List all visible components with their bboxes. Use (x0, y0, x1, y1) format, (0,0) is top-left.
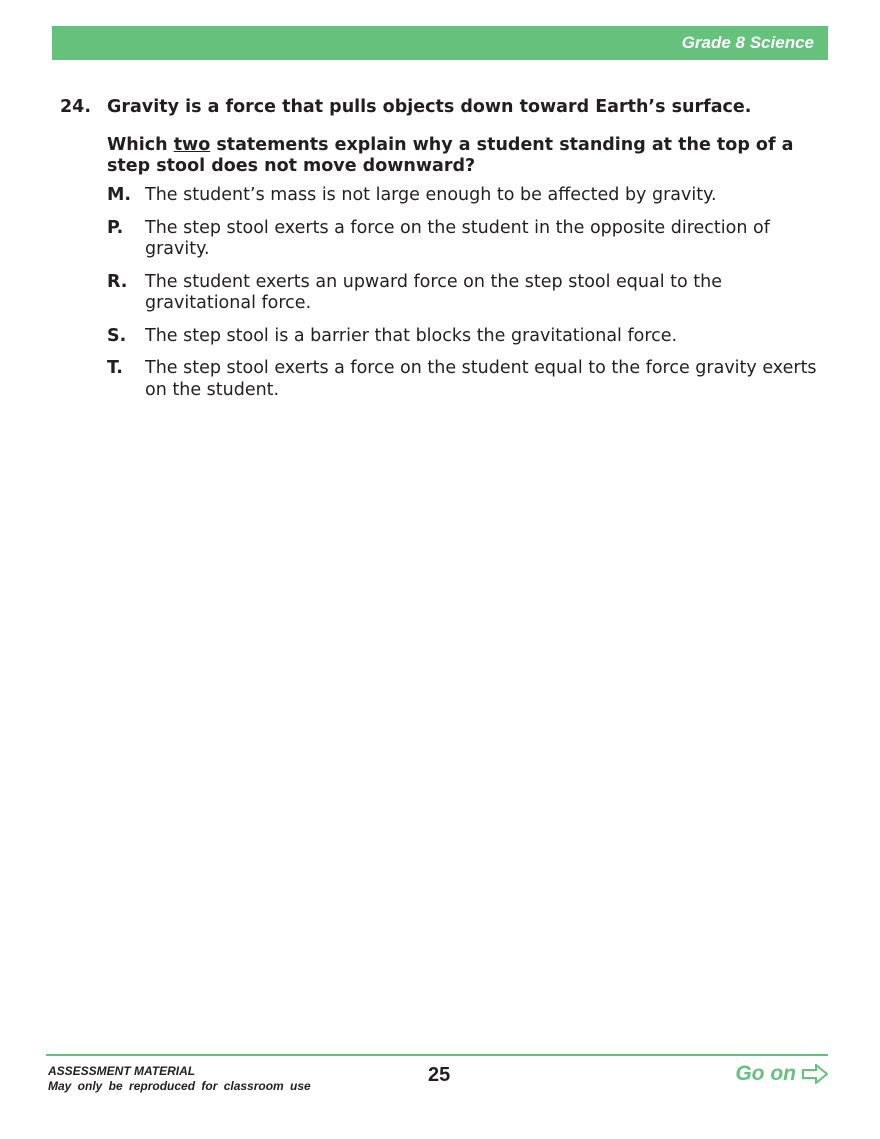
footer-line-2: May only be reproduced for classroom use (48, 1079, 311, 1093)
question-stem: Gravity is a force that pulls objects down toward Earth’s surface. (107, 97, 752, 117)
header-title: Grade 8 Science (681, 33, 814, 52)
choice-letter: R. (107, 271, 128, 292)
choice-r[interactable] (107, 272, 830, 315)
choice-letter: M. (107, 185, 132, 205)
choice-text: The student’s mass is not large enough to be affected by gravity. (145, 185, 717, 205)
header-bar (52, 26, 828, 60)
page-number: 25 (428, 1064, 451, 1086)
choice-m[interactable] (107, 185, 830, 207)
go-on-label: Go on (735, 1062, 796, 1085)
choice-text: The step stool is a barrier that blocks the gravitational force. (145, 325, 678, 346)
arrow-right-icon (802, 1064, 828, 1084)
question-24 (60, 96, 830, 412)
choice-text: The student exerts an upward force on the step stool equal to the gravitational force. (145, 271, 722, 313)
choice-letter: P. (107, 217, 124, 238)
answer-choices (107, 185, 830, 401)
choice-t[interactable] (107, 358, 830, 401)
prompt-text-after: statements explain why a student standing at the top of a step stool does not move downward? (107, 135, 794, 176)
choice-letter: T. (107, 358, 123, 378)
question-stem-row (60, 96, 830, 118)
prompt-text-before: Which (107, 135, 174, 155)
choice-p[interactable] (107, 218, 830, 261)
footer-line-1: ASSESSMENT MATERIAL (48, 1064, 196, 1078)
go-on-indicator (735, 1062, 828, 1086)
choice-text: The step stool exerts a force on the student equal to the force gravity exerts on the student. (145, 358, 817, 400)
choice-letter: S. (107, 325, 127, 346)
footer-divider (46, 1054, 828, 1056)
choice-text: The step stool exerts a force on the student in the opposite direction of gravity. (145, 217, 770, 259)
prompt-emphasis: two (173, 135, 211, 155)
question-prompt (107, 135, 831, 177)
choice-s[interactable] (107, 326, 830, 348)
question-number: 24. (60, 97, 92, 117)
footer-notice (48, 1064, 311, 1094)
